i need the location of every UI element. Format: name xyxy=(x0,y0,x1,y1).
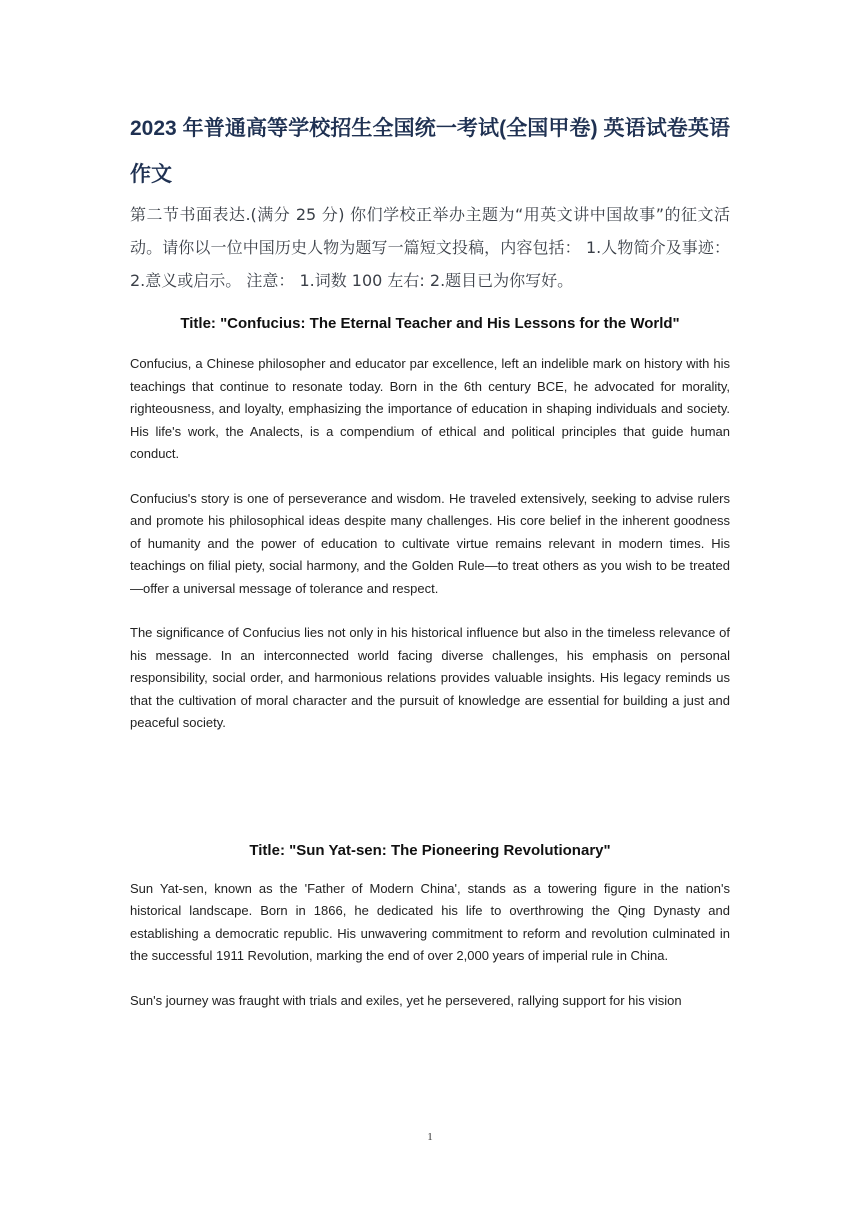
essay-title: Title: "Confucius: The Eternal Teacher and His Lessons for the World" xyxy=(180,315,680,332)
page-number: 1 xyxy=(427,1131,433,1143)
document-title: 2023 年普通高等学校招生全国统一考试(全国甲卷) 英语试卷英语作文 xyxy=(130,117,730,186)
essay-paragraph: Sun's journey was fraught with trials and exiles, yet he persevered, rallying support for his vision xyxy=(130,992,682,1008)
essay-sun-yat-sen xyxy=(130,841,730,1013)
essay-paragraph: Confucius's story is one of perseverance and wisdom. He traveled extensively, seeking to advise rulers and promote his philosophical ideas despite many challenges. His core belief in the inherent goodness of humanity and the power of education to cultivate virtue remains relevant in modern times. His teachings on filial piety, social harmony, and the Golden Rule—to treat others as you wish to be treated—offer a universal message of tolerance and respect. xyxy=(130,490,730,596)
essay-title: Title: "Sun Yat-sen: The Pioneering Revolutionary" xyxy=(249,841,611,859)
essay-paragraph: The significance of Confucius lies not only in his historical influence but also in the timeless relevance of his message. In an interconnected world facing diverse challenges, his emphasis on personal responsibility, social order, and harmonious relations provides valuable insights. His legacy reminds us that the cultivation of moral character and the pursuit of knowledge are essential for building a just and peaceful society. xyxy=(130,625,730,730)
essay-paragraph: Sun Yat-sen, known as the 'Father of Modern China', stands as a towering figure in the nation's historical landscape. Born in 1866, he dedicated his life to overthrowing the Qing Dynasty and establishing a democratic republic. His unwavering commitment to reform and revolution culminated in the successful 1911 Revolution, marking the end of over 2,000 years of imperial rule in China. xyxy=(130,880,730,963)
page-content xyxy=(130,106,730,1012)
writing-prompt: 第二节书面表达.(满分 25 分) 你们学校正举办主题为“用英文讲中国故事”的征文活动。请你以一位中国历史人物为题写一篇短文投稿，内容包括： 1.人物简介及事迹： 2.意义或启示。 注意： 1.词数 100 左右: 2.题目已为你写好。 xyxy=(130,205,730,290)
essay-paragraph: Confucius, a Chinese philosopher and educator par excellence, left an indelible mark on history with his teachings that continue to resonate today. Born in the 6th century BCE, he advocated for morality, righteousness, and loyalty, emphasizing the importance of education in shaping individuals and society. His life's work, the Analects, is a compendium of ethical and political principles that guide human conduct. xyxy=(130,356,730,461)
essay-confucius xyxy=(130,314,730,735)
